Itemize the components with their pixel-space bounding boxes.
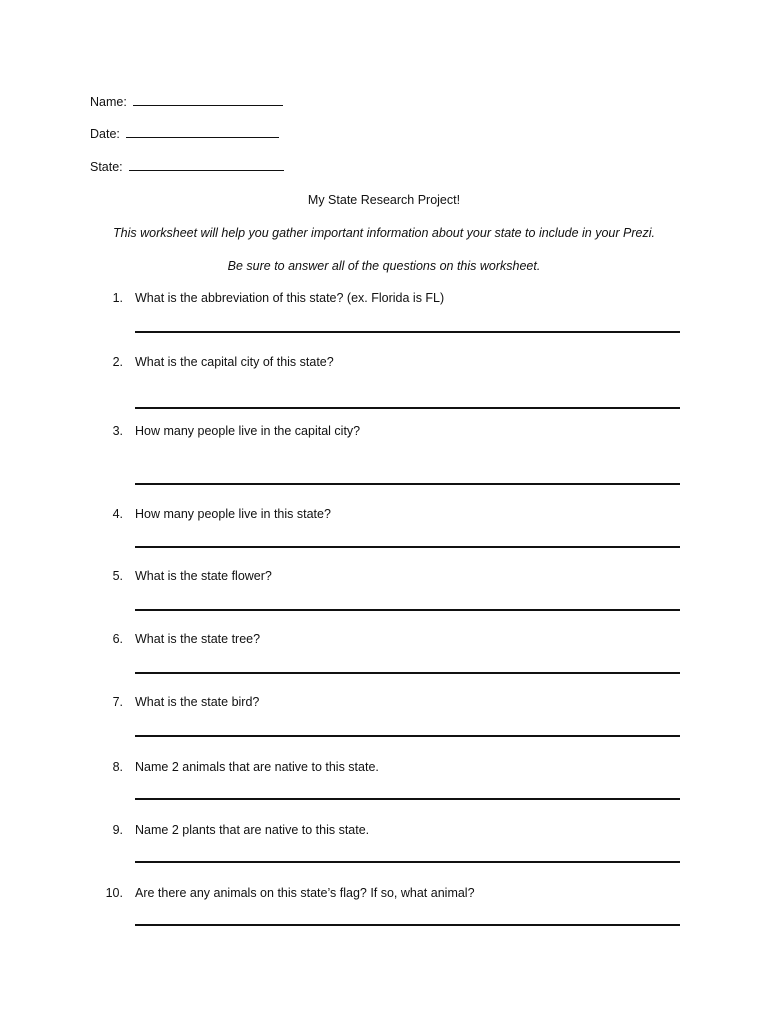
answer-line[interactable]: [135, 798, 680, 800]
question-number: 5.: [112, 569, 123, 583]
state-label: State:: [90, 160, 123, 174]
question-text: What is the state tree?: [135, 632, 261, 646]
date-label: Date:: [90, 127, 120, 141]
question-text: How many people live in the capital city?: [135, 424, 361, 438]
date-field[interactable]: [90, 126, 279, 141]
answer-line[interactable]: [135, 609, 680, 611]
answer-line[interactable]: [135, 735, 680, 737]
question-text: Name 2 animals that are native to this state.: [135, 760, 379, 774]
question-text: What is the state bird?: [135, 695, 260, 709]
question-number: 6.: [112, 632, 123, 646]
intro-line-2: Be sure to answer all of the questions on this worksheet.: [227, 259, 541, 273]
question-text: What is the state flower?: [135, 569, 272, 583]
question-number: 4.: [112, 507, 123, 521]
question-text: What is the capital city of this state?: [135, 355, 334, 369]
name-blank[interactable]: [133, 94, 283, 106]
date-blank[interactable]: [126, 126, 279, 138]
name-field[interactable]: [90, 94, 283, 109]
question-number: 1.: [112, 291, 123, 305]
answer-line[interactable]: [135, 483, 680, 485]
question-text: What is the abbreviation of this state? (ex. Florida is FL): [135, 291, 445, 305]
question-text: Name 2 plants that are native to this state.: [135, 823, 370, 837]
state-field[interactable]: [90, 159, 284, 174]
question-number: 10.: [105, 886, 123, 900]
question-number: 8.: [112, 760, 123, 774]
question-text: Are there any animals on this state’s flag? If so, what animal?: [135, 886, 475, 900]
state-blank[interactable]: [129, 159, 284, 171]
answer-line[interactable]: [135, 861, 680, 863]
name-label: Name:: [90, 95, 127, 109]
intro-line-1: This worksheet will help you gather important information about your state to include in your Prezi.: [113, 226, 655, 240]
question-number: 3.: [112, 424, 123, 438]
answer-line[interactable]: [135, 407, 680, 409]
answer-line[interactable]: [135, 924, 680, 926]
page-title: My State Research Project!: [307, 193, 461, 207]
answer-line[interactable]: [135, 672, 680, 674]
question-number: 2.: [112, 355, 123, 369]
question-number: 9.: [112, 823, 123, 837]
question-number: 7.: [112, 695, 123, 709]
question-text: How many people live in this state?: [135, 507, 331, 521]
answer-line[interactable]: [135, 546, 680, 548]
answer-line[interactable]: [135, 331, 680, 333]
